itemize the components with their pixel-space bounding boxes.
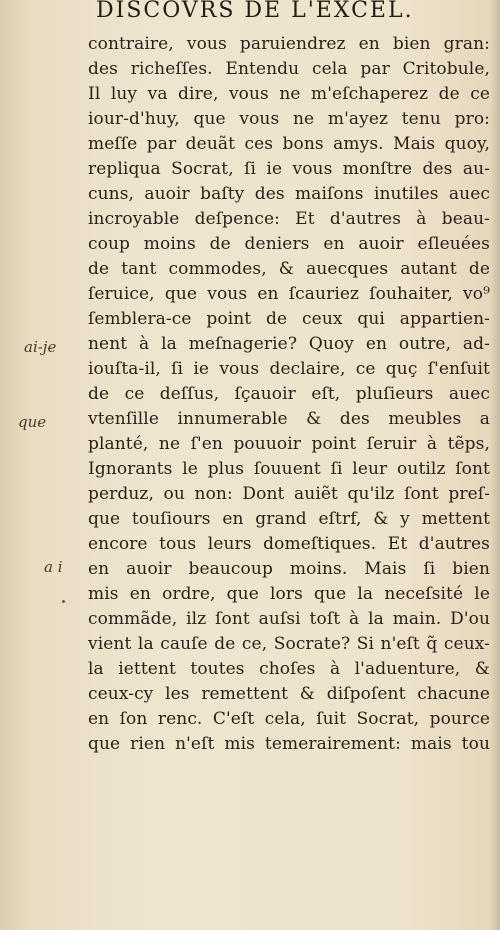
text-line: que touſiours en grand eſtrf, & y mettent [88, 509, 490, 529]
text-line: nent à la meſnagerie? Quoy en outre, ad- [88, 334, 490, 354]
text-line: de ce deſſus, ſçauoir eſt, pluſieurs auec [88, 384, 490, 404]
text-line: ſemblera-ce point de ceux qui appartien- [88, 309, 490, 329]
text-line: en ſon renc. C'eſt cela, ſuit Socrat, pource [88, 709, 490, 729]
text-line: Ignorants le plus ſouuent ſi leur outilz ſont [88, 459, 490, 479]
text-line: ſeruice, que vous en ſcauriez ſouhaiter, vo⁹ [88, 284, 490, 304]
running-head: DISCOVRS DE L'EXCEL. [96, 0, 414, 23]
text-line: la iettent toutes choſes à l'aduenture, & [88, 659, 490, 679]
text-line: iour-d'huy, que vous ne m'ayez tenu pro: [88, 109, 490, 129]
text-line: que rien n'eſt mis temerairement: mais tou [88, 734, 490, 754]
text-line: mis en ordre, que lors que la neceſsité le [88, 584, 490, 604]
margin-note: que [18, 413, 47, 431]
body-text [88, 32, 490, 757]
ink-spot [62, 600, 65, 603]
text-line: ceux-cy les remettent & diſpoſent chacune [88, 684, 490, 704]
text-line: coup moins de deniers en auoir eſleuées [88, 234, 490, 254]
text-line: perduz, ou non: Dont auiẽt qu'ilz ſont preſ- [88, 484, 490, 504]
text-line: iouſta-il, ſi ie vous declaire, ce quç ſ'enſuit [88, 359, 490, 379]
text-line: cuns, auoir baſty des maiſons inutiles auec [88, 184, 490, 204]
text-line: en auoir beaucoup moins. Mais ſi bien [88, 559, 490, 579]
text-line: des richeſſes. Entendu cela par Critobule, [88, 59, 490, 79]
text-line: commãde, ilz ſont auſsi toſt à la main. D'ou [88, 609, 490, 629]
text-line: vient la cauſe de ce, Socrate? Si n'eſt q̃ ceux- [88, 634, 490, 654]
margin-note: ai-je [24, 338, 57, 356]
text-line: planté, ne ſ'en pouuoir point ſeruir à tẽps, [88, 434, 490, 454]
margin-note: a i [44, 558, 63, 576]
page-edge-shadow [490, 0, 500, 930]
text-line: vtenſille innumerable & des meubles a [88, 409, 490, 429]
text-line: encore tous leurs domeſtiques. Et d'autres [88, 534, 490, 554]
text-line: contraire, vous paruiendrez en bien gran: [88, 34, 490, 54]
text-line: incroyable deſpence: Et d'autres à beau- [88, 209, 490, 229]
text-line: repliqua Socrat, ſi ie vous monſtre des au- [88, 159, 490, 179]
text-line: meſſe par deuãt ces bons amys. Mais quoy, [88, 134, 490, 154]
text-line: de tant commodes, & auecques autant de [88, 259, 490, 279]
text-line: Il luy va dire, vous ne m'eſchaperez de ce [88, 84, 490, 104]
